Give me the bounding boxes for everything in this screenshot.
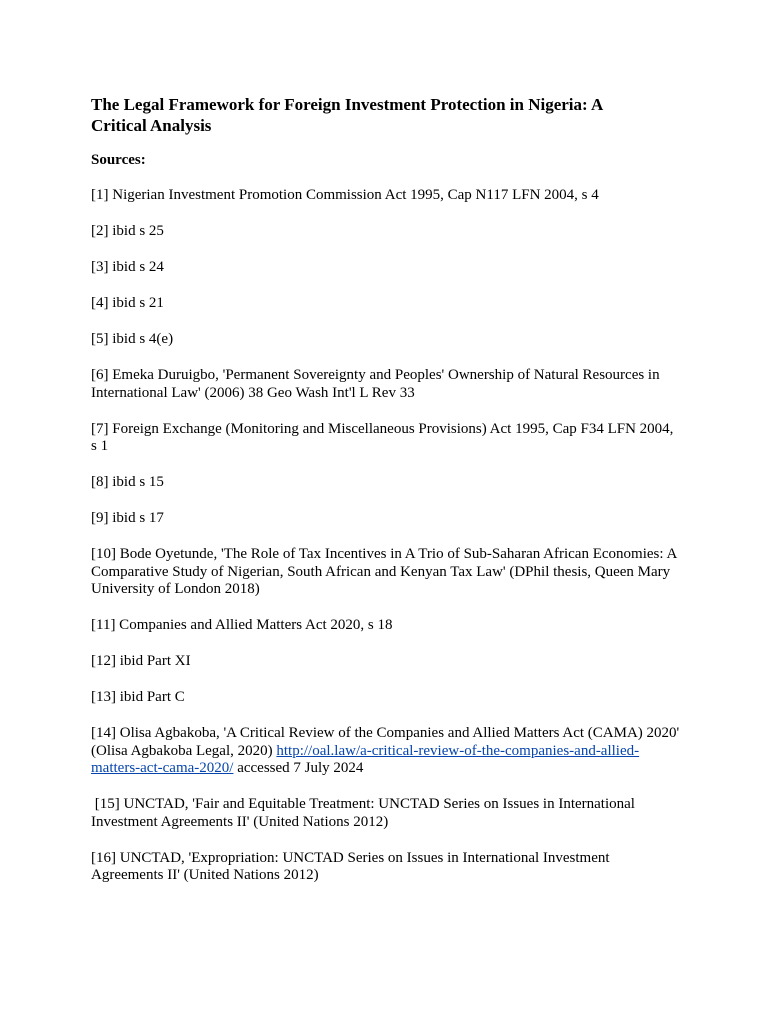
reference-14-text: [14] Olisa Agbakoba, 'A Critical Review of the Companies and Allied Matters Act (CAMA) 2020' (Olisa Agbakoba Legal, 2020): [91, 725, 680, 759]
reference-2: [2] ibid s 25: [91, 223, 164, 239]
reference-8: [8] ibid s 15: [91, 474, 164, 490]
reference-5: [5] ibid s 4(e): [91, 331, 174, 347]
reference-16: [16] UNCTAD, 'Expropriation: UNCTAD Series on Issues in International Investment Agreements II' (United Nations 2012): [91, 849, 610, 883]
reference-13: [13] ibid Part C: [91, 689, 185, 705]
document-title: The Legal Framework for Foreign Investment Protection in Nigeria: A Critical Analysis: [91, 95, 603, 135]
reference-14-accessed: accessed 7 July 2024: [233, 760, 364, 776]
reference-14-link[interactable]: http://oal.law/a-critical-review-of-the-companies-and-allied-matters-act-cama-2020/: [91, 742, 640, 776]
reference-15: [15] UNCTAD, 'Fair and Equitable Treatment: UNCTAD Series on Issues in International Investment Agreements II' (United Nations 2012): [91, 796, 635, 830]
reference-14: [91, 725, 680, 778]
reference-12: [12] ibid Part XI: [91, 653, 191, 669]
reference-10: [10] Bode Oyetunde, 'The Role of Tax Incentives in A Trio of Sub-Saharan African Economies: A Comparative Study of Nigerian, South African and Kenyan Tax Law' (DPhil thesis, Queen Mary University of London 2018): [91, 546, 677, 597]
reference-4: [4] ibid s 21: [91, 295, 164, 311]
reference-11: [11] Companies and Allied Matters Act 2020, s 18: [91, 617, 393, 633]
reference-9: [9] ibid s 17: [91, 510, 164, 526]
reference-3: [3] ibid s 24: [91, 259, 164, 275]
sources-heading: Sources:: [91, 152, 146, 168]
reference-7: [7] Foreign Exchange (Monitoring and Miscellaneous Provisions) Act 1995, Cap F34 LFN 2004, s 1: [91, 420, 674, 454]
reference-1: [1] Nigerian Investment Promotion Commission Act 1995, Cap N117 LFN 2004, s 4: [91, 187, 599, 203]
reference-list: [91, 187, 680, 885]
reference-6: [6] Emeka Duruigbo, 'Permanent Sovereignty and Peoples' Ownership of Natural Resources in International Law' (2006) 38 Geo Wash Int'l L Rev 33: [91, 367, 660, 401]
